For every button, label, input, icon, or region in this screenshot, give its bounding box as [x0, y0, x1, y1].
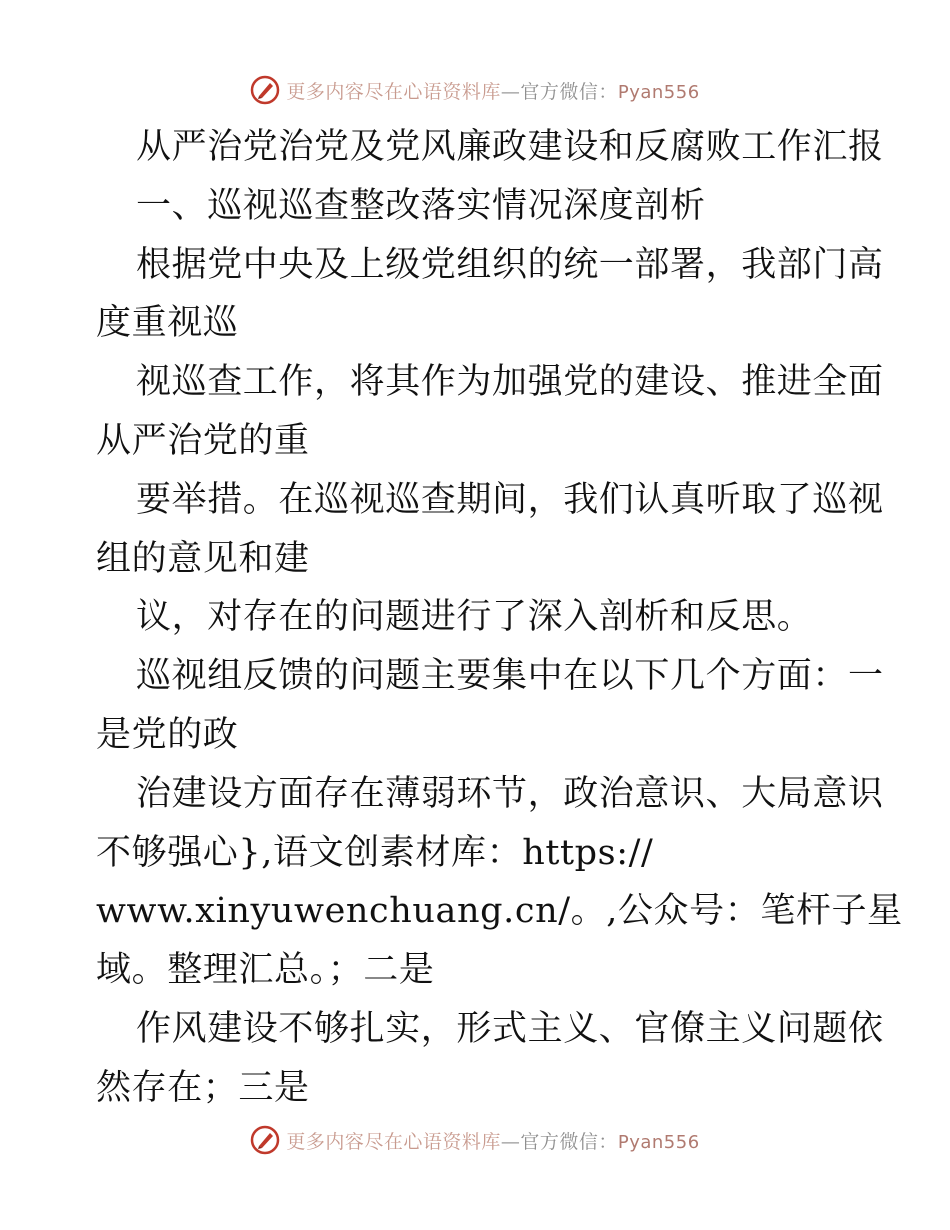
body-text-line: 是党的政	[96, 714, 239, 755]
body-text-line: 域。整理汇总。；二是	[96, 950, 435, 991]
banner-label: 官方微信：	[520, 80, 618, 103]
body-text-line: 视巡查工作，将其作为加强党的建设、推进全面	[136, 362, 884, 403]
banner-text	[286, 1127, 699, 1154]
banner-separator: —	[500, 1130, 521, 1153]
banner-separator: —	[500, 80, 521, 103]
banner-main-text: 更多内容尽在心语资料库	[286, 80, 501, 103]
body-text-line: www.xinyuwenchuang.cn/。,公众号：笔杆子星	[96, 891, 903, 932]
pen-logo-icon	[250, 1125, 280, 1155]
body-text-line: 不够强心},语文创素材库：https://	[96, 832, 654, 873]
banner-label: 官方微信：	[520, 1130, 618, 1153]
body-text-line: 从严治党治党及党风廉政建设和反腐败工作汇报	[136, 127, 884, 167]
body-text-line: 治建设方面存在薄弱环节，政治意识、大局意识	[136, 773, 884, 814]
body-text-line: 度重视巡	[96, 303, 239, 344]
body-text-line: 巡视组反馈的问题主要集中在以下几个方面：一	[136, 656, 884, 697]
banner-text	[286, 77, 699, 104]
footer-watermark-banner	[0, 1120, 950, 1160]
body-text-line: 根据党中央及上级党组织的统一部署，我部门高	[136, 244, 884, 285]
body-text-line: 一、巡视巡查整改落实情况深度剖析	[136, 185, 706, 226]
body-text-line: 组的意见和建	[96, 538, 310, 579]
header-watermark-banner	[0, 70, 950, 110]
pen-logo-icon	[250, 75, 280, 105]
banner-main-text: 更多内容尽在心语资料库	[286, 1130, 501, 1153]
body-text-line: 作风建设不够扎实，形式主义、官僚主义问题依	[136, 1008, 884, 1049]
body-text-line: 要举措。在巡视巡查期间，我们认真听取了巡视	[136, 479, 884, 520]
document-body	[96, 118, 903, 1118]
banner-account: Pyan556	[617, 81, 700, 103]
body-text-line: 议，对存在的问题进行了深入剖析和反思。	[136, 597, 813, 638]
body-text-line: 从严治党的重	[96, 420, 310, 461]
banner-account: Pyan556	[617, 1131, 700, 1153]
body-text-line: 然存在；三是	[96, 1067, 310, 1108]
